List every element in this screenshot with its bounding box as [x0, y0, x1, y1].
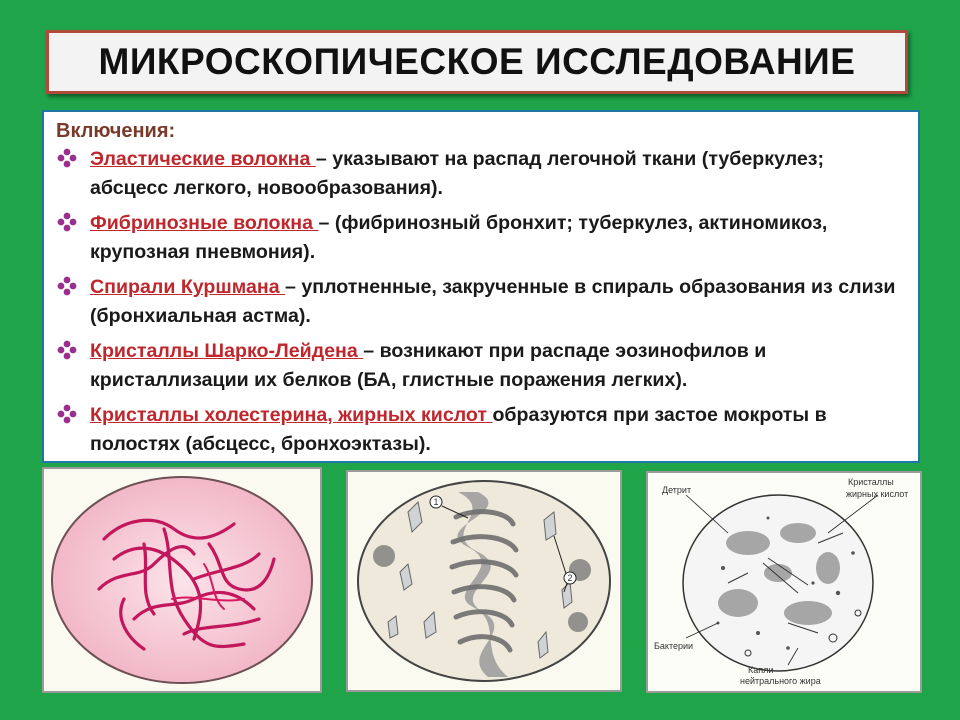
item-term: Кристаллы Шарко-Лейдена — [90, 340, 364, 362]
diamond-bullet-icon — [56, 339, 78, 361]
page-title: МИКРОСКОПИЧЕСКОЕ ИССЛЕДОВАНИЕ — [98, 41, 856, 82]
diamond-bullet-icon — [56, 211, 78, 233]
curschmann-spirals-image — [346, 470, 622, 692]
item-text: – уплотненные, закрученные в спираль образования из слизи (бронхиальная астма). — [90, 276, 896, 327]
diamond-bullet-icon — [56, 403, 78, 425]
item-text: – возникают при распаде эозинофилов и кристаллизации их белков (БА, глистные поражения легких). — [90, 340, 767, 391]
marker-1-label: 1 — [433, 497, 439, 507]
drops-label-line2: нейтрального жира — [740, 676, 821, 686]
item-text: – указывают на распад легочной ткани (туберкулез; абсцесс легкого, новообразования). — [90, 148, 825, 199]
marker-2-label: 2 — [567, 573, 573, 583]
item-text: – (фибринозный бронхит; туберкулез, актиномикоз, крупозная пневмония). — [90, 212, 828, 263]
curschmann-spiral-illustration — [348, 472, 620, 690]
title-banner — [46, 30, 908, 94]
crystals-label-line1: Кристаллы — [848, 477, 894, 487]
detritus-illustration — [648, 473, 920, 691]
detritus-crystals-image — [646, 471, 922, 693]
inclusions-list — [56, 145, 904, 459]
crystals-label-line2: жирных кислот — [846, 489, 909, 499]
item-term: Фибринозные волокна — [90, 212, 319, 234]
list-item — [56, 209, 904, 267]
list-item — [56, 337, 904, 395]
list-item — [56, 273, 904, 331]
elastic-fibers-illustration — [44, 469, 320, 691]
bacteria-label: Бактерии — [654, 641, 694, 651]
item-term: Эластические волокна — [90, 148, 316, 170]
item-term: Спирали Куршмана — [90, 276, 286, 298]
drops-label-line1: Капли — [748, 665, 774, 675]
diamond-bullet-icon — [56, 275, 78, 297]
list-item — [56, 401, 904, 459]
section-subtitle: Включения: — [56, 120, 176, 142]
item-text: образуются при застое мокроты в полостях (абсцесс, бронхоэктазы). — [90, 404, 827, 455]
list-item — [56, 145, 904, 203]
elastic-fibers-image — [42, 467, 322, 693]
diamond-bullet-icon — [56, 147, 78, 169]
item-term: Кристаллы холестерина, жирных кислот — [90, 404, 493, 426]
detrit-label: Детрит — [662, 485, 692, 495]
content-panel — [42, 110, 920, 463]
